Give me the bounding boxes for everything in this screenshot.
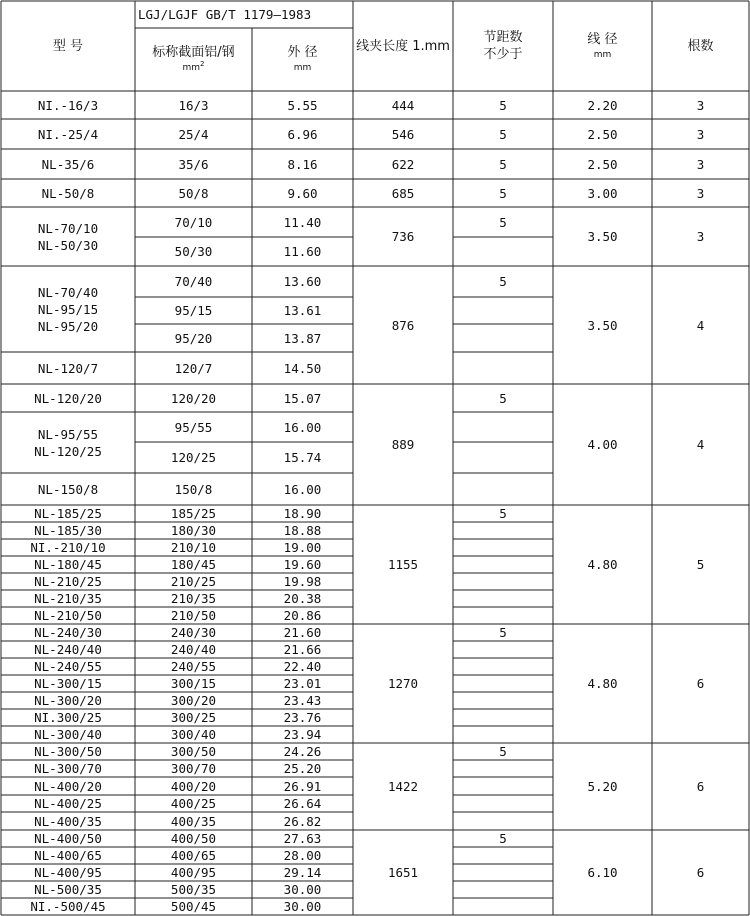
diameter-cell: 18.90 [283, 506, 322, 521]
diameter-cell: 23.76 [283, 710, 322, 725]
section-cell: 70/40 [174, 274, 213, 289]
diameter-cell: 30.00 [283, 899, 322, 914]
count-cell: 6 [696, 865, 705, 880]
model-name: NI.-210/10 [30, 540, 106, 555]
clamp-length-cell: 876 [391, 317, 415, 333]
count-cell: 6 [696, 779, 705, 794]
model-cell [1, 760, 135, 777]
diameter-cell: 6.96 [287, 126, 318, 142]
model-name: NL-70/10 [37, 220, 99, 236]
pitch-cell: 5 [499, 126, 507, 142]
diameter-cell: 25.20 [283, 761, 322, 776]
header-pitch-line1: 节距数 [483, 30, 523, 45]
model-name: NL-180/45 [34, 557, 102, 572]
model-cell [1, 179, 135, 207]
model-name: NL-95/55 [37, 426, 99, 442]
wire-diameter-cell: 2.50 [587, 126, 618, 142]
diameter-cell: 21.60 [283, 625, 322, 640]
diameter-cell: 22.40 [283, 659, 322, 674]
header-diameter [252, 28, 353, 91]
diameter-cell: 15.74 [283, 450, 322, 465]
diameter-cell: 26.82 [283, 813, 322, 829]
model-cell [1, 743, 135, 760]
diameter-cell: 11.40 [283, 214, 322, 230]
model-name: NL-185/25 [34, 506, 102, 521]
section-cell: 95/15 [174, 303, 213, 318]
diameter-cell: 27.63 [283, 831, 322, 846]
model-name: NL-70/40 [37, 284, 99, 300]
section-cell: 400/35 [170, 813, 217, 829]
model-cell [1, 830, 135, 847]
diameter-cell: 30.00 [283, 882, 322, 897]
section-cell: 185/25 [170, 506, 217, 521]
diameter-cell: 23.43 [283, 693, 322, 708]
wire-diameter-cell: 2.20 [587, 97, 618, 113]
header-model: 型 号 [52, 38, 84, 54]
section-cell: 240/55 [170, 659, 217, 674]
model-name: NL-400/25 [34, 796, 102, 811]
model-name: NL-300/20 [34, 693, 102, 708]
model-cell [1, 119, 135, 149]
pitch-cell: 5 [499, 831, 507, 846]
model-name: NL-50/8 [41, 185, 95, 201]
pitch-cell: 5 [499, 97, 507, 113]
model-name: NL-150/8 [37, 481, 99, 497]
header-diameter-label: 外 径 [287, 45, 318, 60]
count-cell: 3 [696, 185, 705, 201]
model-cell [1, 539, 135, 556]
wire-diameter-cell: 3.00 [587, 185, 618, 201]
clamp-length-cell: 444 [391, 97, 415, 113]
wire-diameter-cell: 4.00 [587, 437, 618, 452]
section-cell: 240/40 [170, 642, 217, 657]
diameter-cell: 26.64 [283, 796, 322, 811]
diameter-cell: 9.60 [287, 185, 318, 201]
section-cell: 50/8 [178, 185, 209, 201]
wire-diameter-cell: 2.50 [587, 156, 618, 172]
section-cell: 35/6 [178, 156, 209, 172]
diameter-cell: 23.01 [283, 676, 322, 691]
model-cell [1, 847, 135, 864]
model-cell [1, 352, 135, 384]
header-standard: LGJ/LGJF GB/T 1179—1983 [138, 7, 312, 22]
pitch-cell: 5 [499, 390, 507, 406]
diameter-cell: 23.94 [283, 727, 322, 742]
diameter-cell: 15.07 [283, 390, 322, 406]
model-cell [1, 795, 135, 812]
model-cell [1, 692, 135, 709]
diameter-cell: 13.87 [283, 330, 322, 346]
header-wire-diameter [553, 1, 652, 91]
model-cell [1, 522, 135, 539]
model-cell [1, 556, 135, 573]
header-count: 根数 [687, 38, 714, 54]
model-name: NL-240/30 [34, 625, 102, 640]
count-cell: 3 [696, 156, 705, 172]
model-cell [1, 898, 135, 915]
wire-diameter-cell: 4.80 [587, 676, 618, 691]
diameter-cell: 19.60 [283, 557, 322, 572]
section-cell: 300/50 [170, 744, 217, 759]
model-cell [1, 573, 135, 590]
wire-diameter-cell: 5.20 [587, 779, 618, 794]
model-cell [1, 726, 135, 743]
clamp-length-cell: 1155 [387, 557, 419, 572]
model-cell [1, 812, 135, 830]
diameter-cell: 21.66 [283, 642, 322, 657]
section-cell: 16/3 [178, 97, 209, 113]
model-name: NL-300/50 [34, 744, 102, 759]
header-pitch [453, 1, 553, 91]
model-cell [1, 777, 135, 795]
pitch-cell: 5 [499, 156, 507, 172]
header-section-unit-wrap [182, 61, 204, 75]
header-wire-diameter-unit: mm [593, 49, 612, 60]
section-cell: 300/20 [170, 693, 217, 708]
diameter-cell: 14.50 [283, 360, 322, 376]
model-cell [1, 412, 135, 473]
pitch-cell: 5 [499, 274, 507, 289]
diameter-cell: 28.00 [283, 848, 322, 863]
section-cell: 70/10 [174, 214, 213, 230]
section-cell: 210/35 [170, 591, 217, 606]
count-cell: 4 [696, 437, 705, 452]
diameter-cell: 24.26 [283, 744, 322, 759]
model-name: NL-240/40 [34, 642, 102, 657]
wire-diameter-cell: 3.50 [587, 229, 618, 244]
model-name: NI.-16/3 [37, 97, 99, 113]
section-cell: 50/30 [174, 244, 213, 259]
pitch-cell: 5 [499, 185, 507, 201]
header-section [135, 28, 252, 91]
model-name: NL-400/35 [34, 813, 102, 829]
section-cell: 180/30 [170, 523, 217, 538]
section-cell: 240/30 [170, 625, 217, 640]
diameter-cell: 29.14 [283, 865, 322, 880]
header-section-label: 标称截面铝/钢 [152, 45, 235, 60]
count-cell: 6 [696, 676, 705, 691]
section-cell: 300/70 [170, 761, 217, 776]
model-name: NI.300/25 [34, 710, 102, 725]
model-cell [1, 91, 135, 119]
model-cell [1, 473, 135, 505]
pitch-cell: 5 [499, 506, 507, 521]
section-cell: 210/50 [170, 608, 217, 623]
count-cell: 3 [696, 126, 705, 142]
model-cell [1, 641, 135, 658]
model-name: NL-300/40 [34, 727, 102, 742]
model-name: NL-185/30 [34, 523, 102, 538]
model-name: NL-300/70 [34, 761, 102, 776]
model-name: NL-95/15 [37, 301, 99, 317]
count-cell: 4 [696, 317, 705, 333]
model-name: NL-95/20 [37, 318, 99, 334]
model-cell [1, 590, 135, 607]
model-name: NL-300/15 [34, 676, 102, 691]
section-cell: 500/45 [170, 899, 217, 914]
diameter-cell: 13.61 [283, 303, 322, 318]
section-cell: 95/55 [174, 419, 213, 435]
clamp-length-cell: 546 [391, 126, 415, 142]
model-name: NL-400/65 [34, 848, 102, 863]
wire-diameter-cell: 4.80 [587, 557, 618, 572]
model-cell [1, 709, 135, 726]
pitch-cell: 5 [499, 744, 507, 759]
model-name: NL-500/35 [34, 882, 102, 897]
clamp-length-cell: 889 [391, 437, 415, 452]
model-cell [1, 658, 135, 675]
section-cell: 500/35 [170, 882, 217, 897]
diameter-cell: 26.91 [283, 778, 322, 794]
model-cell [1, 505, 135, 522]
section-cell: 120/25 [170, 450, 217, 465]
diameter-cell: 20.38 [283, 591, 322, 606]
pitch-cell: 5 [499, 625, 507, 640]
diameter-cell: 16.00 [283, 419, 322, 435]
section-cell: 400/25 [170, 796, 217, 811]
diameter-cell: 19.98 [283, 574, 322, 589]
count-cell: 3 [696, 97, 705, 113]
diameter-cell: 13.60 [283, 274, 322, 289]
section-cell: 400/50 [170, 831, 217, 846]
model-name: NI.-25/4 [37, 126, 99, 142]
section-cell: 400/65 [170, 848, 217, 863]
model-name: NL-120/7 [37, 360, 99, 376]
model-name: NL-35/6 [41, 156, 95, 172]
section-cell: 180/45 [170, 557, 217, 572]
count-cell: 3 [696, 229, 705, 244]
model-cell [1, 607, 135, 624]
header-diameter-unit: mm [293, 63, 312, 73]
clamp-length-cell: 736 [391, 229, 415, 244]
diameter-cell: 5.55 [287, 97, 318, 113]
section-cell: 120/20 [170, 390, 217, 406]
header-clamp-length: 线夹长度 1.mm [356, 38, 450, 54]
model-name: NL-240/55 [34, 659, 102, 674]
pitch-cell: 5 [499, 214, 507, 230]
model-cell [1, 149, 135, 179]
model-cell [1, 864, 135, 881]
section-cell: 25/4 [178, 126, 209, 142]
header-pitch-line2: 不少于 [483, 47, 523, 62]
section-cell: 400/20 [170, 778, 217, 794]
model-name: NL-210/25 [34, 574, 102, 589]
model-name: NL-400/95 [34, 865, 102, 880]
model-cell [1, 881, 135, 898]
model-name: NL-50/30 [37, 237, 99, 253]
clamp-length-cell: 685 [391, 185, 415, 201]
model-cell [1, 384, 135, 412]
section-cell: 300/40 [170, 727, 217, 742]
clamp-length-cell: 622 [391, 156, 415, 172]
diameter-cell: 8.16 [287, 156, 318, 172]
section-cell: 210/25 [170, 574, 217, 589]
diameter-cell: 20.86 [283, 608, 322, 623]
diameter-cell: 16.00 [283, 481, 322, 497]
header-section-unit-sup: 2 [200, 60, 205, 68]
section-cell: 210/10 [170, 540, 217, 555]
model-name: NL-210/50 [34, 608, 102, 623]
model-name: NL-400/50 [34, 831, 102, 846]
section-cell: 300/15 [170, 676, 217, 691]
model-name: NL-120/20 [34, 390, 102, 406]
count-cell: 5 [696, 557, 705, 572]
model-cell [1, 675, 135, 692]
model-cell [1, 266, 135, 352]
clamp-length-cell: 1422 [387, 779, 419, 794]
section-cell: 300/25 [170, 710, 217, 725]
diameter-cell: 18.88 [283, 523, 322, 538]
diameter-cell: 19.00 [283, 540, 322, 555]
section-cell: 95/20 [174, 330, 213, 346]
section-cell: 400/95 [170, 865, 217, 880]
model-name: NL-400/20 [34, 778, 102, 794]
diameter-cell: 11.60 [283, 244, 322, 259]
wire-diameter-cell: 6.10 [587, 865, 618, 880]
model-name: NL-120/25 [34, 443, 102, 459]
model-cell [1, 207, 135, 266]
section-cell: 120/7 [174, 360, 213, 376]
header-section-unit: mm [182, 63, 201, 73]
clamp-length-cell: 1270 [387, 676, 419, 691]
model-name: NL-210/35 [34, 591, 102, 606]
header-wire-diameter-label: 线 径 [587, 31, 618, 47]
section-cell: 150/8 [174, 481, 213, 497]
clamp-length-cell: 1651 [387, 865, 419, 880]
model-name: NI.-500/45 [30, 899, 106, 914]
wire-diameter-cell: 3.50 [587, 317, 618, 333]
model-cell [1, 624, 135, 641]
